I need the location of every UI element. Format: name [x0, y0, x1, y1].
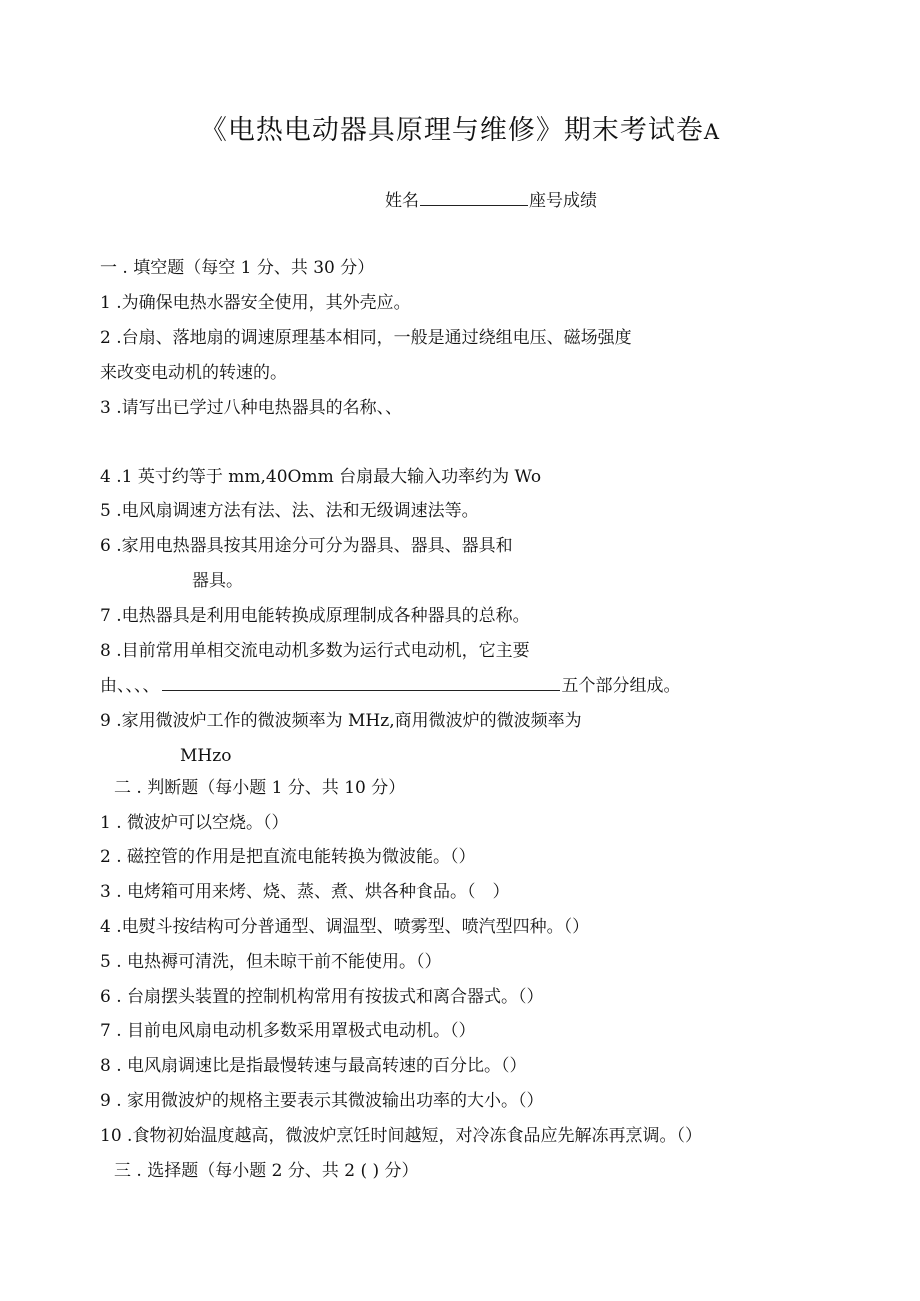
- seat-score-label: 座号成绩: [529, 191, 597, 211]
- section2-question-7: 7 . 目前电风扇电动机多数采用罩极式电动机。（）: [100, 1021, 476, 1041]
- section2-question-5: 5 . 电热褥可清洗，但未晾干前不能使用。（）: [100, 952, 442, 972]
- section1-question-8-end: 五个部分组成。: [561, 676, 681, 696]
- section3-heading: 三 . 选择题（每小题 2 分、共 2 ( ) 分）: [114, 1161, 419, 1181]
- section1-question-8-line-2: [100, 675, 681, 697]
- exam-title-text: 《电热电动器具原理与维修》期末考试卷: [199, 115, 704, 146]
- section2-heading: 二 . 判断题（每小题 1 分、共 10 分）: [114, 778, 406, 798]
- exam-title: [0, 108, 920, 147]
- section1-question-3: 3 .请写出已学过八种电热器具的名称、、: [100, 398, 403, 418]
- section1-question-1: 1 .为确保电热水器安全使用，其外壳应。: [100, 293, 411, 313]
- section2-question-3: 3 . 电烤箱可用来烤、烧、蒸、煮、烘各种食品。（ ）: [100, 882, 510, 902]
- section2-question-8: 8 . 电风扇调速比是指最慢转速与最高转速的百分比。（）: [100, 1056, 527, 1076]
- section1-question-2-line-2: 来改变电动机的转速的。: [100, 363, 287, 383]
- section1-question-6-line-2: 器具。: [192, 571, 243, 591]
- section2-question-9: 9 . 家用微波炉的规格主要表示其微波输出功率的大小。（）: [100, 1091, 544, 1111]
- section1-question-5: 5 .电风扇调速方法有法、法、法和无级调速法等。: [100, 501, 479, 521]
- exam-title-suffix: A: [703, 120, 721, 144]
- name-label: 姓名: [385, 191, 419, 211]
- section1-question-9-line-2: MHzo: [180, 746, 232, 766]
- section2-question-4: 4 .电熨斗按结构可分普通型、调温型、喷雾型、喷汽型四种。（）: [100, 917, 590, 937]
- section1-question-2-line-1: 2 .台扇、落地扇的调速原理基本相同，一般是通过绕组电压、磁场强度: [100, 328, 632, 348]
- section1-question-7: 7 .电热器具是利用电能转换成原理制成各种器具的总称。: [100, 606, 530, 626]
- section1-question-8-blank: [162, 678, 560, 691]
- name-blank: [420, 193, 528, 206]
- section1-question-9-line-1: 9 .家用微波炉工作的微波频率为 MHz,商用微波炉的微波频率为: [100, 711, 582, 731]
- section1-heading: 一 . 填空题（每空 1 分、共 30 分）: [100, 258, 375, 278]
- section2-question-1: 1 . 微波炉可以空烧。（）: [100, 813, 289, 833]
- section1-question-8-line-1: 8 .目前常用单相交流电动机多数为运行式电动机，它主要: [100, 641, 530, 661]
- section1-question-6-line-1: 6 .家用电热器具按其用途分可分为器具、器具、器具和: [100, 536, 513, 556]
- student-info-line: [385, 186, 597, 211]
- section1-question-8-start: 由、、、、: [100, 676, 160, 696]
- section2-question-10: 10 .食物初始温度越高，微波炉烹饪时间越短，对冷冻食品应先解冻再烹调。（）: [100, 1126, 702, 1146]
- section2-question-2: 2 . 磁控管的作用是把直流电能转换为微波能。（）: [100, 847, 476, 867]
- section2-question-6: 6 . 台扇摆头装置的控制机构常用有按拔式和离合器式。（）: [100, 987, 544, 1007]
- section1-question-4: 4 .1 英寸约等于 mm,40Omm 台扇最大输入功率约为 Wo: [100, 467, 542, 487]
